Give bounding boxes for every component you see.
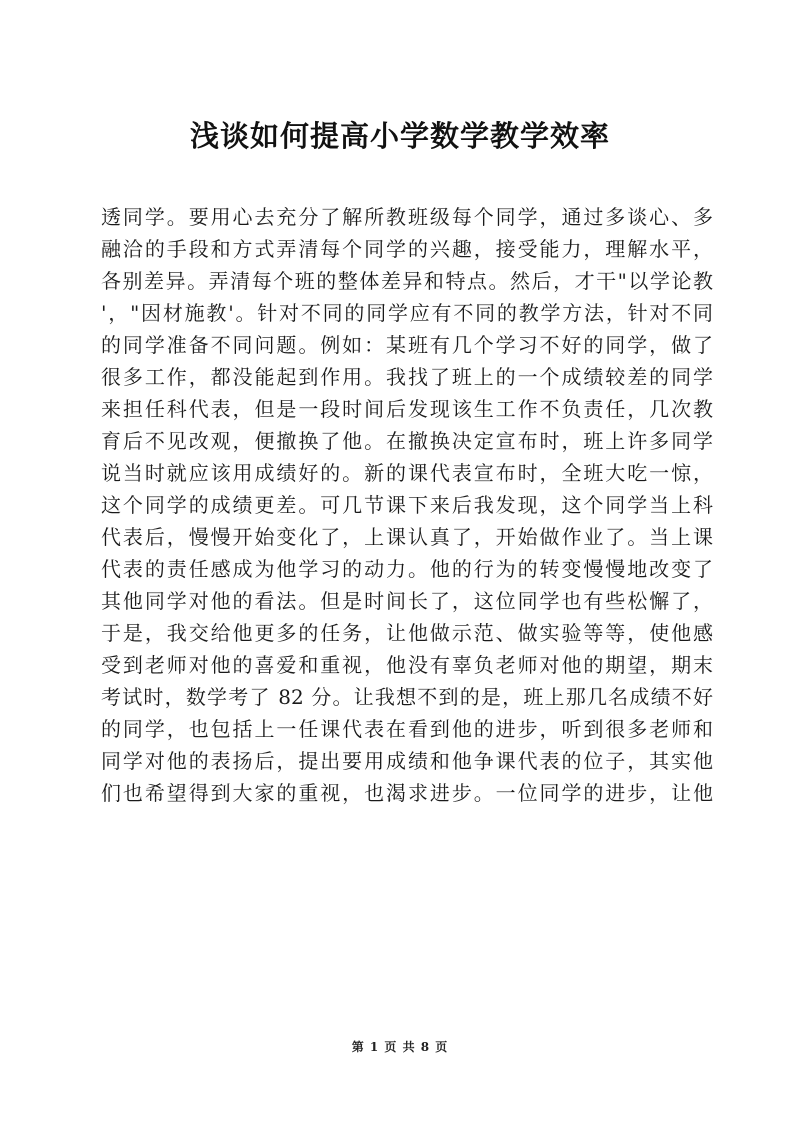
body-line: 同学对他的表扬后，提出要用成绩和他争课代表的位子，其实他	[101, 749, 713, 773]
body-line: 于是，我交给他更多的任务，让他做示范、做实验等等，使他感	[101, 621, 713, 645]
body-line: 代表的责任感成为他学习的动力。他的行为的转变慢慢地改变了	[101, 557, 713, 581]
body-line: 各别差异。弄清每个班的整体差异和特点。然后，才干"以学论教	[101, 269, 713, 293]
body-line: 融洽的手段和方式弄清每个同学的兴趣，接受能力，理解水平，	[101, 237, 713, 261]
body-line: '，"因材施教'。针对不同的同学应有不同的教学方法，针对不同	[101, 301, 713, 325]
body-line: 的同学，也包括上一任课代表在看到他的进步，听到很多老师和	[101, 717, 713, 741]
body-line: 的同学准备不同问题。例如：某班有几个学习不好的同学，做了	[101, 333, 713, 357]
body-line: 育后不见改观，便撤换了他。在撤换决定宣布时，班上许多同学	[101, 429, 713, 453]
body-line: 说当时就应该用成绩好的。新的课代表宣布时，全班大吃一惊，	[101, 461, 713, 485]
body-line: 考试时，数学考了 82 分。让我想不到的是，班上那几名成绩不好	[101, 685, 713, 709]
document-body	[101, 201, 713, 809]
body-line: 来担任科代表，但是一段时间后发现该生工作不负责任，几次教	[101, 397, 713, 421]
body-line: 很多工作，都没能起到作用。我找了班上的一个成绩较差的同学	[101, 365, 713, 389]
body-line: 受到老师对他的喜爱和重视，他没有辜负老师对他的期望，期末	[101, 653, 713, 677]
body-line: 这个同学的成绩更差。可几节课下来后我发现，这个同学当上科	[101, 493, 713, 517]
body-line: 透同学。要用心去充分了解所教班级每个同学，通过多谈心、多	[101, 205, 713, 229]
page-number-footer: 第 1 页 共 8 页	[351, 1040, 449, 1054]
body-line: 们也希望得到大家的重视，也渴求进步。一位同学的进步，让他	[101, 781, 713, 805]
body-line: 代表后，慢慢开始变化了，上课认真了，开始做作业了。当上课	[101, 525, 713, 549]
document-title: 浅谈如何提高小学数学教学效率	[189, 119, 610, 153]
body-line: 其他同学对他的看法。但是时间长了，这位同学也有些松懈了，	[101, 589, 713, 613]
